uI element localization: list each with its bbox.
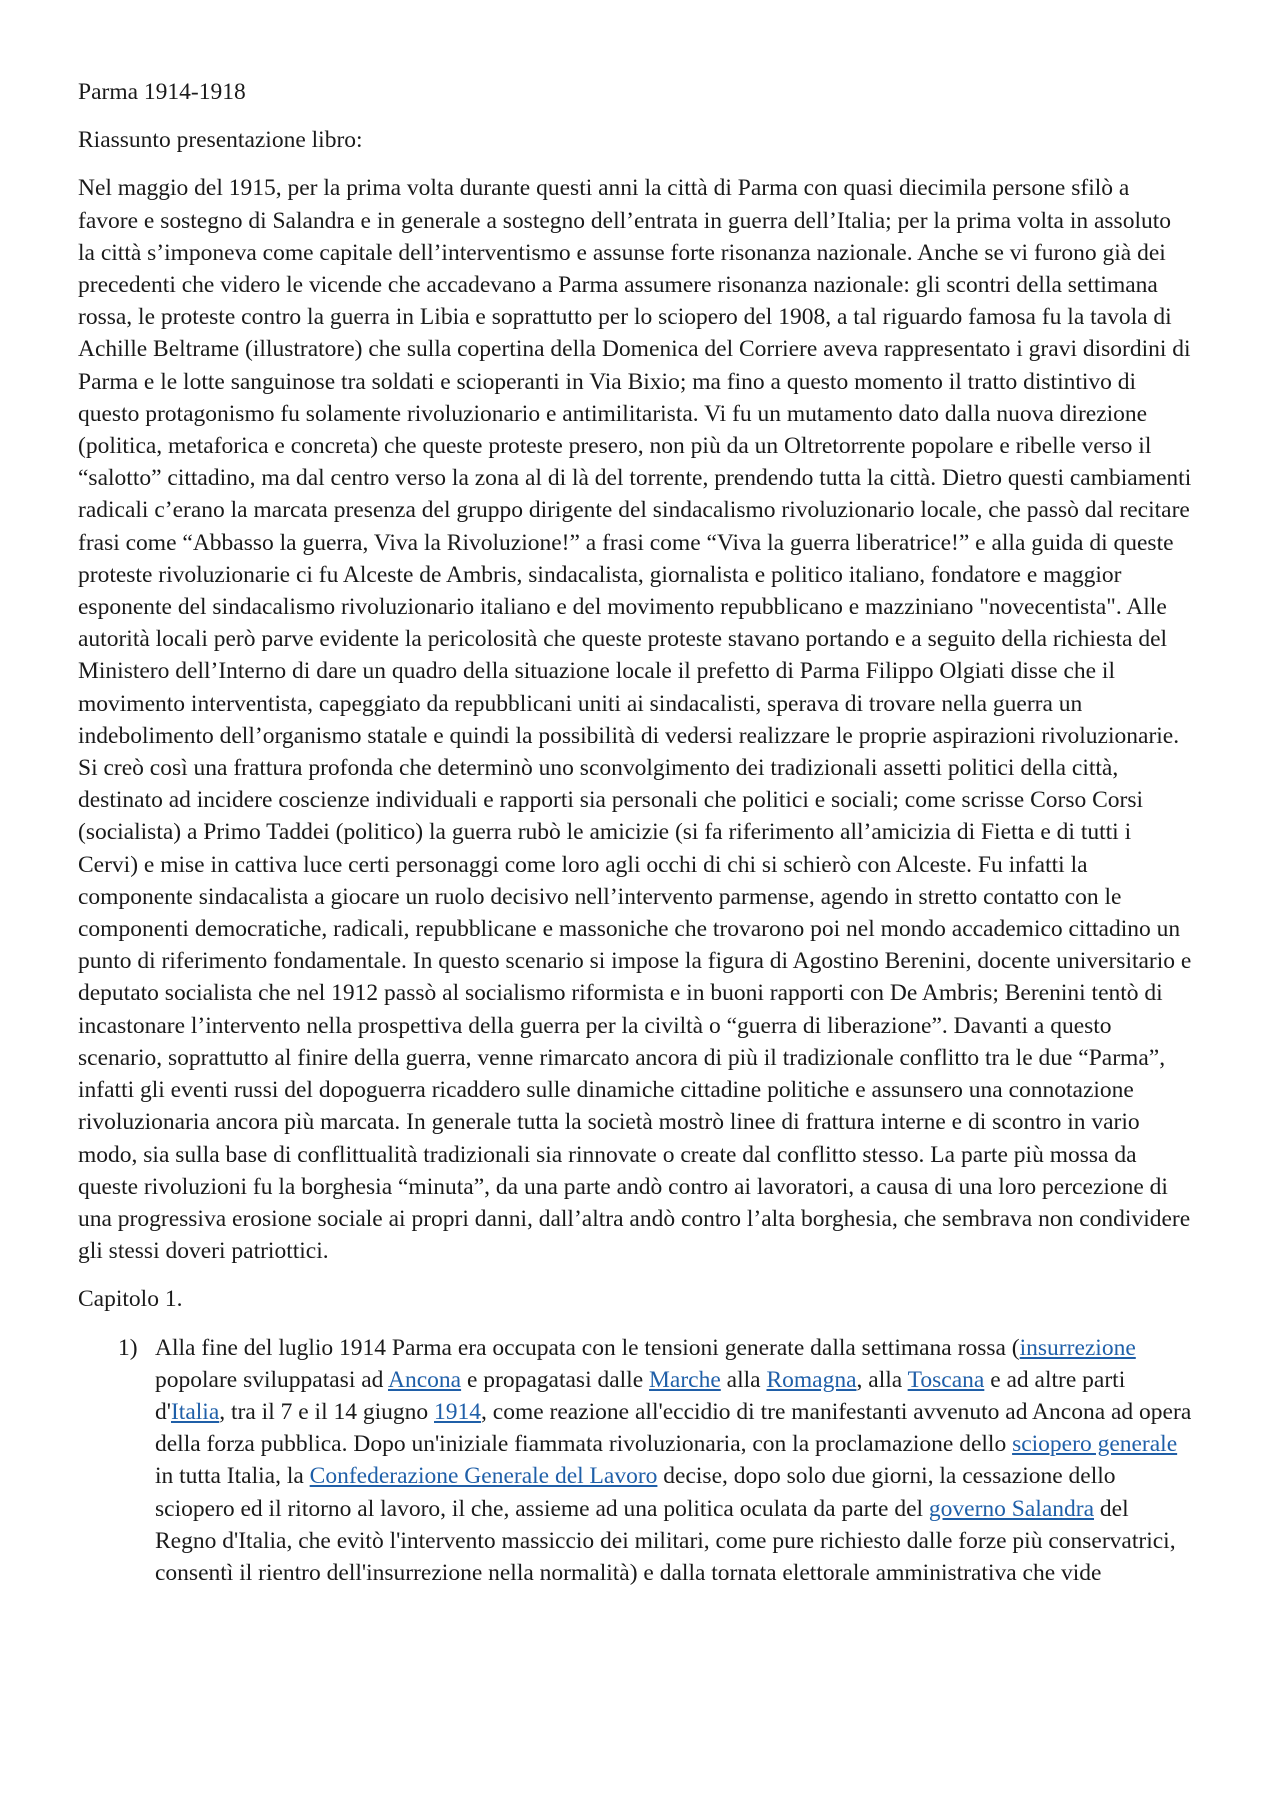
list-text: Alla fine del luglio 1914 Parma era occupata con le tensioni generate dalla settimana rossa ( <box>155 1334 1020 1361</box>
list-text: in tutta Italia, la <box>155 1463 310 1490</box>
link-sciopero-generale[interactable]: sciopero generale <box>1012 1431 1178 1458</box>
chapter-list <box>78 1332 1192 1590</box>
list-text: e propagatasi dalle <box>461 1366 650 1393</box>
document-title: Parma 1914-1918 <box>78 79 246 105</box>
list-text: , alla <box>856 1366 908 1393</box>
link-governo-salandra[interactable]: governo Salandra <box>928 1495 1095 1522</box>
list-marker: 1) <box>118 1334 138 1361</box>
link-marche[interactable]: Marche <box>649 1366 721 1393</box>
link-confederazione-generale-del-lavoro[interactable]: Confederazione Generale del Lavoro <box>309 1463 658 1490</box>
document-page <box>78 76 1192 1589</box>
list-text: del Regno d'Italia, che evitò l'intervento massiccio dei militari, come pure richiesto dalle forze più conservatrici, consentì il rientro dell'insurrezione nella normalità) e dalla tornata elettorale amministrativa che vide <box>155 1495 1176 1586</box>
list-item <box>78 1332 1192 1590</box>
link-ancona[interactable]: Ancona <box>388 1366 462 1393</box>
list-text: alla <box>720 1366 767 1393</box>
chapter-heading: Capitolo 1. <box>78 1286 183 1313</box>
list-text: , tra il 7 e il 14 giugno <box>219 1398 435 1425</box>
link-insurrezione[interactable]: insurrezione <box>1019 1334 1136 1361</box>
list-text: , come reazione all'eccidio di tre manifestanti avvenuto ad Ancona ad opera della forza pubblica. Dopo un'iniziale fiammata rivoluzionaria, con la proclamazione dello <box>155 1398 1192 1458</box>
link-toscana[interactable]: Toscana <box>907 1366 985 1393</box>
document-subtitle: Riassunto presentazione libro: <box>78 127 363 154</box>
link-italia[interactable]: Italia <box>170 1398 220 1425</box>
link-romagna[interactable]: Romagna <box>766 1366 857 1393</box>
summary-paragraph: Nel maggio del 1915, per la prima volta durante questi anni la città di Parma con quasi diecimila persone sfilò a favore e sostegno di Salandra e in generale a sostegno dell’entrata in guerra dell’Italia; per la prima volta in assoluto la città s’imponeva come capitale dell’interventismo e assunse forte risonanza nazionale. Anche se vi furono già dei precedenti che videro le vicende che accadevano a Parma assumere risonanza nazionale: gli scontri della settimana rossa, le proteste contro la guerra in Libia e soprattutto per lo sciopero del 1908, a tal riguardo famosa fu la tavola di Achille Beltrame (illustratore) che sulla copertina della Domenica del Corriere aveva rappresentato i gravi disordini di Parma e le lotte sanguinose tra soldati e scioperanti in Via Bixio; ma fino a questo momento il tratto distintivo di questo protagonismo fu solamente rivoluzionario e antimilitarista. Vi fu un mutamento dato dalla nuova direzione (politica, metaforica e concreta) che queste proteste presero, non più da un Oltretorrente popolare e ribelle verso il “salotto” cittadino, ma dal centro verso la zona al di là del torrente, prendendo tutta la città. Dietro questi cambiamenti radicali c’erano la marcata presenza del gruppo dirigente del sindacalismo rivoluzionario locale, che passò dal recitare frasi come “Abbasso la guerra, Viva la Rivoluzione!” a frasi come “Viva la guerra liberatrice!” e alla guida di queste proteste rivoluzionarie ci fu Alceste de Ambris, sindacalista, giornalista e politico italiano, fondatore e maggior esponente del sindacalismo rivoluzionario italiano e del movimento repubblicano e mazziniano "novecentista". Alle autorità locali però parve evidente la pericolosità che queste proteste stavano portando e a seguito della richiesta del Ministero dell’Interno di dare un quadro della situazione locale il prefetto di Parma Filippo Olgiati disse che il movimento interventista, capeggiato da repubblicani uniti ai sindacalisti, sperava di trovare nella guerra un indebolimento dell’organismo statale e quindi la possibilità di vedersi realizzare le proprie aspirazioni rivoluzionarie. Si creò così una frattura profonda che determinò uno sconvolgimento dei tradizionali assetti politici della città, destinato ad incidere coscienze individuali e rapporti sia personali che politici e sociali; come scrisse Corso Corsi (socialista) a Primo Taddei (politico) la guerra rubò le amicizie (si fa riferimento all’amicizia di Fietta e di tutti i Cervi) e mise in cattiva luce certi personaggi come loro agli occhi di chi si schierò con Alceste. Fu infatti la componente sindacalista a giocare un ruolo decisivo nell’intervento parmense, agendo in stretto contatto con le componenti democratiche, radicali, repubblicane e massoniche che trovarono poi nel mondo accademico cittadino un punto di riferimento fondamentale. In questo scenario si impose la figura di Agostino Berenini, docente universitario e deputato socialista che nel 1912 passò al socialismo riformista e in buoni rapporti con De Ambris; Berenini tentò di incastonare l’intervento nella prospettiva della guerra per la civiltà o “guerra di liberazione”. Davanti a questo scenario, soprattutto al finire della guerra, venne rimarcato ancora di più il tradizionale conflitto tra le due “Parma”, infatti gli eventi russi del dopoguerra ricaddero sulle dinamiche cittadine politiche e assunsero una connotazione rivoluzionaria ancora più marcata. In generale tutta la società mostrò linee di frattura interne e di scontro in vario modo, sia sulla base di conflittualità tradizionali sia rinnovate o create dal conflitto stesso. La parte più mossa da queste rivoluzioni fu la borghesia “minuta”, da una parte andò contro ai lavoratori, a causa di una loro percezione di una progressiva erosione sociale ai propri danni, dall’altra andò contro l’alta borghesia, che sembrava non condividere gli stessi doveri patriottici. <box>78 175 1192 1265</box>
list-text: e ad altre parti d' <box>155 1366 1126 1425</box>
list-text: popolare sviluppatasi ad <box>155 1366 388 1393</box>
link-1914[interactable]: 1914 <box>434 1398 482 1425</box>
list-text: decise, dopo solo due giorni, la cessazione dello sciopero ed il ritorno al lavoro, il che, assieme ad una politica oculata da parte del <box>155 1463 1116 1522</box>
